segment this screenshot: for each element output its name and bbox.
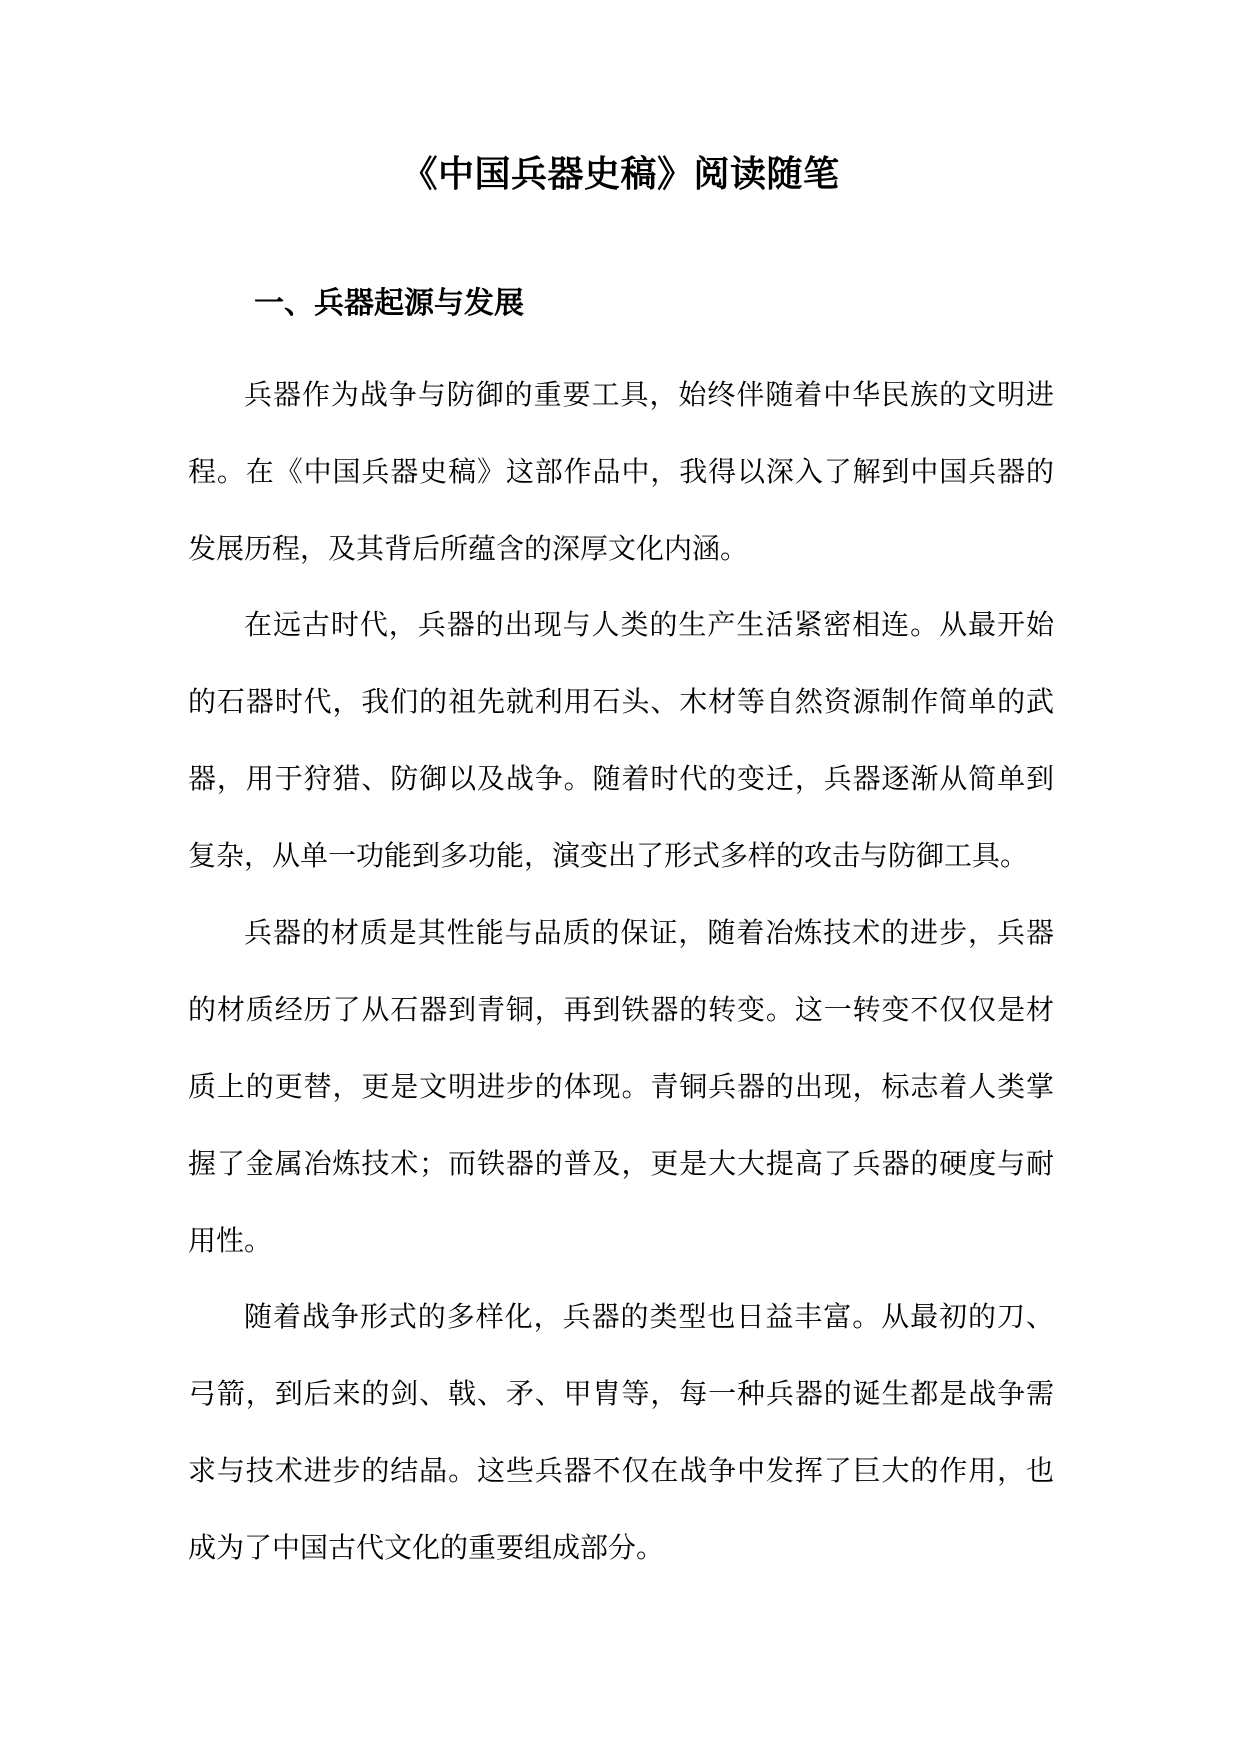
document-title: 《中国兵器史稿》阅读随笔 — [401, 154, 840, 195]
section-heading: 一、兵器起源与发展 — [254, 286, 524, 321]
paragraph: 兵器作为战争与防御的重要工具，始终伴随着中华民族的文明进程。在《中国兵器史稿》这部作品中，我得以深入了解到中国兵器的发展历程，及其背后所蕴含的深厚文化内涵。 — [188, 378, 1054, 565]
paragraph: 兵器的材质是其性能与品质的保证，随着冶炼技术的进步，兵器的材质经历了从石器到青铜，再到铁器的转变。这一转变不仅仅是材质上的更替，更是文明进步的体现。青铜兵器的出现，标志着人类掌握了金属冶炼技术；而铁器的普及，更是大大提高了兵器的硬度与耐用性。 — [188, 916, 1054, 1257]
paragraph: 随着战争形式的多样化，兵器的类型也日益丰富。从最初的刀、弓箭，到后来的剑、戟、矛、甲胄等，每一种兵器的诞生都是战争需求与技术进步的结晶。这些兵器不仅在战争中发挥了巨大的作用，也成为了中国古代文化的重要组成部分。 — [188, 1300, 1054, 1564]
paragraph: 在远古时代，兵器的出现与人类的生产生活紧密相连。从最开始的石器时代，我们的祖先就利用石头、木材等自然资源制作简单的武器，用于狩猎、防御以及战争。随着时代的变迁，兵器逐渐从简单到复杂，从单一功能到多功能，演变出了形式多样的攻击与防御工具。 — [188, 608, 1054, 872]
